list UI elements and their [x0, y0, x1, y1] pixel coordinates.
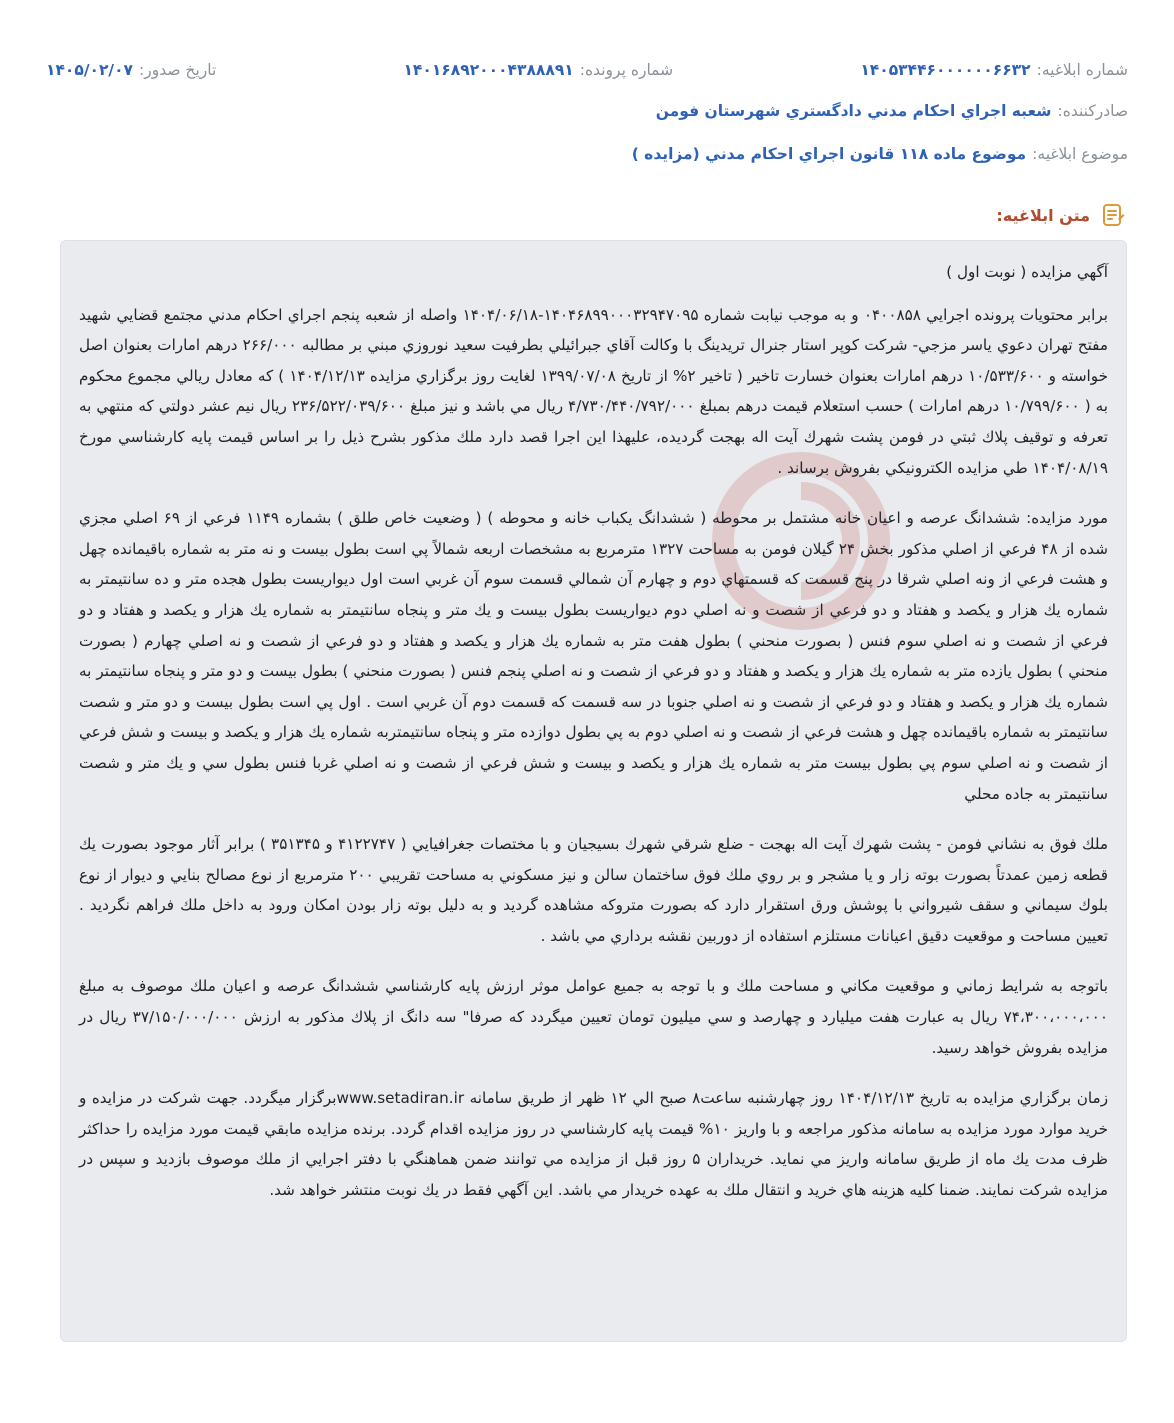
case-number: [403, 61, 673, 79]
issuer-label: صادرکننده:: [1057, 102, 1128, 120]
notice-number-label: شماره ابلاغیه:: [1036, 61, 1128, 79]
issuer-value: شعبه اجراي احكام مدني دادگستري شهرستان فومن: [655, 102, 1052, 120]
issue-date-value: ۱۴۰۵/۰۲/۰۷: [46, 61, 134, 79]
case-number-label: شماره پرونده:: [579, 61, 674, 79]
subject-value: موضوع ماده ۱۱۸ قانون اجراي احكام مدني (مزايده ): [631, 145, 1027, 163]
notice-meta-row: [46, 56, 1128, 84]
notice-text-header: [996, 200, 1126, 230]
document-text-icon: [1100, 202, 1126, 228]
paragraph-intro: برابر محتويات پرونده اجرايي ۰۴۰۰۸۵۸ و به موجب نيابت شماره ۱۴۰۴۶۸۹۹۰۰۰۳۲۹۴۷۰۹۵-۱۴۰۴/۰۶/۱۸ واصله از شعبه پنجم اجراي احكام مدني مجتمع قضايي شهيد مفتح تهران دعوي ياسر مزجي- شركت كوپر استار جنرال تريدينگ با وكالت آقاي جبرائيلي بطرفيت سعيد نوروزي مبني بر مطالبه ۲۶۶/۰۰۰ درهم امارات بعنوان اصل خواسته و ۱۰/۵۳۳/۶۰۰ درهم امارات بعنوان خسارت تاخير ( تاخير ۲% از تاريخ ۱۳۹۹/۰۷/۰۸ لغايت روز برگزاري مزايده ۱۴۰۴/۱۲/۱۳ ) كه معادل ريالي مجموع محكوم به ( ۱۰/۷۹۹/۶۰۰ درهم امارات ) حسب استعلام قيمت درهم بمبلغ ۴/۷۳۰/۴۴۰/۷۹۲/۰۰۰ ريال مي باشد و نيز مبلغ ۲۳۶/۵۲۲/۰۳۹/۶۰۰ ريال نيم عشر دولتي كه منتهي به تعرفه و توقيف پلاك ثبتي در فومن پشت شهرك آيت اله بهجت گرديده، عليهذا اين اجرا قصد دارد ملك مذكور بشرح ذيل را بر اساس قيمت پايه كارشناسي مورخ ۱۴۰۴/۰۸/۱۹ طي مزايده الكترونيكي بفروش برساند .: [79, 305, 1109, 477]
section-title: متن ابلاغیه:: [996, 205, 1090, 225]
notice-number-value: ۱۴۰۵۳۴۴۶۰۰۰۰۰۰۶۶۳۲: [860, 61, 1031, 79]
notice-heading: آگهي مزايده ( نوبت اول ): [946, 263, 1108, 281]
subject-label: موضوع ابلاغیه:: [1032, 145, 1128, 163]
notice-number: [860, 61, 1128, 79]
issue-date: [46, 61, 216, 79]
paragraph-auction-time: زمان برگزاري مزايده به تاريخ ۱۴۰۴/۱۲/۱۳ روز چهارشنبه ساعت۸ صبح الي ۱۲ ظهر از طريق سامانه www.setadiran.irبرگزار ميگردد. جهت شركت در مزايده و خريد موارد مورد مزايده به سامانه مذكور مراجعه و با واريز ۱۰% قيمت پايه كارشناسي در روز مزايده اقدام گردد. برنده مزايده مابقي قيمت مورد مزايده را حداكثر ظرف مدت يك ماه از طريق سامانه واريز مي نمايد. خريداران ۵ روز قبل از مزايده مي توانند ضمن هماهنگي با دفتر اجرايي از ملك موصوف بازديد و سپس در مزايده شركت نمايند. ضمنا كليه هزينه هاي خريد و انتقال ملك به عهده خريدار مي باشد. اين آگهي فقط در يك نوبت منتشر خواهد شد.: [79, 1089, 1109, 1200]
subject-line: [46, 140, 1128, 168]
issue-date-label: تاریخ صدور:: [139, 61, 217, 79]
issuer-line: [46, 97, 1128, 125]
paragraph-auction-item: مورد مزايده: ششدانگ عرصه و اعيان خانه مشتمل بر محوطه ( ششدانگ يكباب خانه و محوطه ) ( وضعيت خاص طلق ) بشماره ۱۱۴۹ فرعي از ۶۹ اصلي مجزي شده از ۴۸ فرعي از اصلي مذكور بخش ۲۴ گيلان فومن به مساحت ۱۳۲۷ مترمربع به مشخصات اربعه شمالاً پي است بطول بيست و نه متر به شماره باقيمانده چهل و هشت فرعي از ونه اصلي شرقا در پنج قسمت كه قسمتهاي دوم و چهارم آن شمالي قسمت سوم آن غربي است اول ديواريست بطول هجده متر و ده سانتيمتر به شماره يك هزار و يكصد و هفتاد و دو فرعي از شصت و نه اصلي دوم ديواريست بطول بيست و يك متر و پنجاه سانتيمتر به شماره يك هزار و يكصد و هفتاد و دو فرعي از شصت و نه اصلي سوم فنس ( بصورت منحني ) بطول هفت متر به شماره يك هزار و يكصد و هفتاد و دو فرعي از شصت و نه اصلي چهارم ( بصورت منحني ) بطول يازده متر به شماره يك هزار و يكصد و هفتاد و دو فرعي از شصت و نه اصلي پنجم فنس ( بصورت منحني ) بطول بيست و دو متر و پنجاه سانتيمتر به شماره يك هزار و يكصد و هفتاد و دو فرعي از شصت و نه اصلي جنوبا در سه قسمت كه قسمت دوم آن غربي است . اول پي است بطول بيست و دو متر و شصت سانتيمتر به شماره باقيمانده چهل و هشت فرعي از شصت و نه اصلي دوم به پي بطول دوازده متر و پنجاه سانتيمتربه شماره يك هزار و يكصد و بيست و شش فرعي از شصت و نه اصلي سوم پي بطول بيست متر به شماره يك هزار و يكصد و بيست و شش فرعي از شصت و نه اصلي غربا فنس بطول سي و يك متر و شصت سانتيمتر به جاده محلي: [79, 509, 1109, 803]
notice-text-box: [60, 240, 1127, 1342]
case-number-value: ۱۴۰۱۶۸۹۲۰۰۰۴۳۸۸۸۹۱: [403, 61, 574, 79]
paragraph-valuation: باتوجه به شرايط زماني و موقعيت مكاني و مساحت ملك و با توجه به جميع عوامل موثر ارزش پايه كارشناسي ششدانگ عرصه و اعيان ملك موصوف به مبلغ ۷۴،۳۰۰،۰۰۰،۰۰۰ ريال به عبارت هفت ميليارد و چهارصد و سي ميليون تومان تعيين ميگردد كه صرفا" سه دانگ از پلاك مذكور به ارزش ۳۷/۱۵۰/۰۰۰/۰۰۰ ريال در مزايده بفروش خواهد رسيد.: [79, 977, 1108, 1057]
paragraph-property-location: ملك فوق به نشاني فومن - پشت شهرك آيت اله بهجت - ضلع شرقي شهرك بسيجيان و با مختصات جغرافيايي ( ۴۱۲۲۷۴۷ و ۳۵۱۳۴۵ ) برابر آثار موجود بصورت يك قطعه زمين عمدتاً بصورت بوته زار و يا مشجر و بر روي ملك فوق ساختمان سالن و نيز مسكوني به مساحت تقريبي ۲۰۰ مترمربع از نوع مصالح بنايي و ديوار از نوع بلوك سيماني و سقف شيرواني با پوشش ورق استقرار دارد كه بصورت متروكه مشاهده گرديد و به دليل بوته زار بودن امكان ورود به داخل ملك فراهم نگرديد . تعيين مساحت و موقعيت دقيق اعيانات مستلزم استفاده از دوربين نقشه برداري مي باشد .: [79, 835, 1109, 945]
